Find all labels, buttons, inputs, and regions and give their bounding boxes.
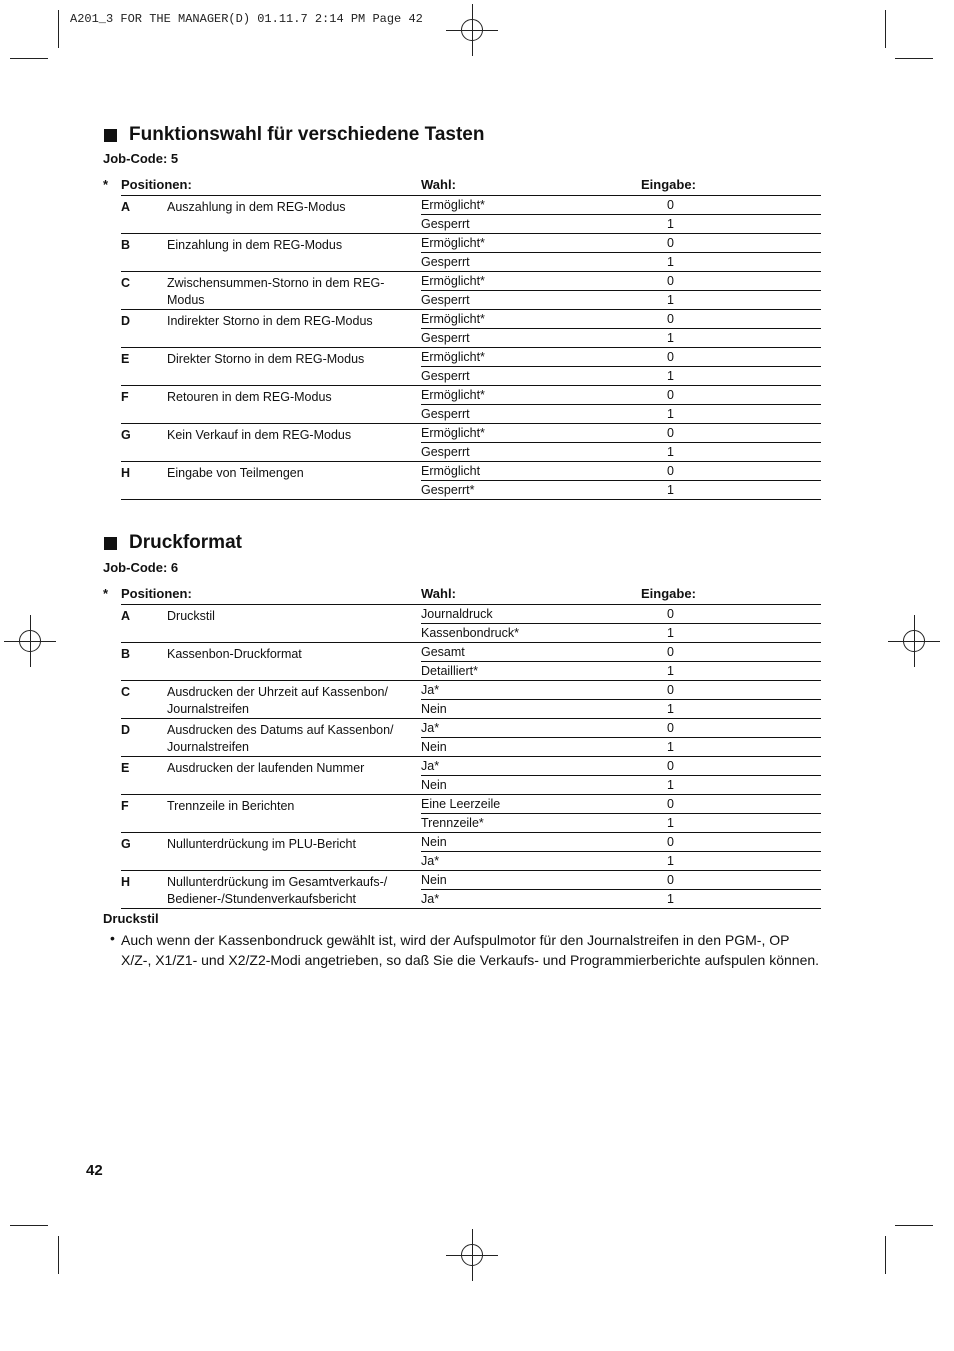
option-value: 0	[667, 835, 674, 849]
row-label: Einzahlung in dem REG-Modus	[167, 238, 343, 252]
option-text: Ja*	[421, 721, 440, 735]
table-row	[121, 757, 821, 795]
option-text: Ermöglicht*	[421, 236, 485, 250]
section-title-text: Funktionswahl für verschiedene Tasten	[129, 124, 485, 145]
option-row	[421, 215, 821, 233]
option-value: 0	[667, 426, 674, 440]
registration-mark-icon	[903, 630, 925, 652]
row-label: Ausdrucken des Datums auf Kassenbon/ Journalstreifen	[167, 723, 394, 754]
row-label: Indirekter Storno in dem REG-Modus	[167, 314, 373, 328]
registration-mark-icon	[19, 630, 41, 652]
option-row	[421, 348, 821, 367]
settings-table	[103, 177, 821, 500]
crop-mark	[885, 1236, 886, 1274]
option-row	[421, 234, 821, 253]
option-value: 0	[667, 350, 674, 364]
row-key: E	[121, 761, 130, 775]
option-value: 0	[667, 759, 674, 773]
option-value: 0	[667, 388, 674, 402]
row-label: Ausdrucken der laufenden Nummer	[167, 761, 365, 775]
option-row	[421, 424, 821, 443]
option-text: Ja*	[421, 683, 440, 697]
option-text: Ja*	[421, 854, 440, 868]
option-row	[421, 757, 821, 776]
option-text: Ja*	[421, 892, 440, 906]
option-value: 0	[667, 274, 674, 288]
option-row	[421, 443, 821, 461]
option-value: 1	[667, 217, 674, 231]
option-row	[421, 681, 821, 700]
option-value: 1	[667, 778, 674, 792]
table-header	[103, 177, 821, 196]
row-key: D	[121, 314, 131, 328]
row-key: H	[121, 466, 131, 480]
row-label: Direkter Storno in dem REG-Modus	[167, 352, 365, 366]
header-eingabe: Eingabe:	[641, 586, 696, 601]
option-value: 1	[667, 854, 674, 868]
option-row	[421, 814, 821, 832]
option-text: Gesperrt	[421, 369, 470, 383]
option-value: 1	[667, 445, 674, 459]
option-value: 1	[667, 369, 674, 383]
row-key: D	[121, 723, 131, 737]
row-key: A	[121, 609, 131, 623]
option-value: 0	[667, 645, 674, 659]
option-text: Nein	[421, 702, 447, 716]
section-title	[104, 124, 484, 146]
print-header: A201_3 FOR THE MANAGER(D) 01.11.7 2:14 PM Page 42	[70, 12, 423, 26]
option-value: 1	[667, 702, 674, 716]
option-row	[421, 386, 821, 405]
table-row	[121, 795, 821, 833]
option-row	[421, 662, 821, 680]
option-text: Ja*	[421, 759, 440, 773]
section-title	[104, 532, 242, 554]
table-header	[103, 586, 821, 605]
option-text: Gesperrt*	[421, 483, 475, 497]
row-label: Nullunterdrückung im Gesamtverkaufs-/ Bediener-/Stundenverkaufsbericht	[167, 875, 388, 906]
option-value: 0	[667, 312, 674, 326]
option-row	[421, 196, 821, 215]
option-text: Kassenbondruck*	[421, 626, 519, 640]
crop-mark	[885, 10, 886, 48]
table-row	[121, 643, 821, 681]
row-label: Retouren in dem REG-Modus	[167, 390, 332, 404]
row-label: Kassenbon-Druckformat	[167, 647, 302, 661]
row-key: G	[121, 837, 131, 851]
table-row	[121, 234, 821, 272]
table-row	[121, 833, 821, 871]
row-key: C	[121, 685, 131, 699]
header-star: *	[103, 177, 109, 192]
option-row	[421, 405, 821, 423]
option-row	[421, 833, 821, 852]
header-positions: Positionen:	[121, 177, 192, 192]
option-text: Ermöglicht*	[421, 198, 485, 212]
option-text: Gesperrt	[421, 331, 470, 345]
row-label: Ausdrucken der Uhrzeit auf Kassenbon/ Journalstreifen	[167, 685, 388, 716]
header-star: *	[103, 586, 109, 601]
option-text: Gesperrt	[421, 217, 470, 231]
row-label: Auszahlung in dem REG-Modus	[167, 200, 346, 214]
crop-mark	[10, 1225, 48, 1226]
option-value: 1	[667, 255, 674, 269]
option-row	[421, 624, 821, 642]
crop-mark	[58, 1236, 59, 1274]
table-row	[121, 681, 821, 719]
option-text: Ermöglicht*	[421, 388, 485, 402]
option-text: Ermöglicht*	[421, 312, 485, 326]
row-label: Nullunterdrückung im PLU-Bericht	[167, 837, 356, 851]
option-text: Gesamt	[421, 645, 465, 659]
option-row	[421, 871, 821, 890]
job-code: Job-Code: 6	[103, 560, 179, 575]
option-text: Nein	[421, 835, 447, 849]
option-row	[421, 643, 821, 662]
option-value: 1	[667, 816, 674, 830]
note-text: Auch wenn der Kassenbondruck gewählt ist, wird der Aufspulmotor für den Journalstreifen in den PGM-, OP X/Z-, X1/Z1- und X2/Z2-Modi angetrieben, so daß Sie die Verkaufs- und Programmierberichte aufspulen können.	[121, 932, 820, 968]
row-key: F	[121, 799, 129, 813]
option-text: Ermöglicht*	[421, 274, 485, 288]
option-value: 0	[667, 873, 674, 887]
table-row	[121, 196, 821, 234]
option-row	[421, 462, 821, 481]
row-key: G	[121, 428, 131, 442]
job-code: Job-Code: 5	[103, 151, 179, 166]
option-text: Gesperrt	[421, 293, 470, 307]
option-value: 0	[667, 607, 674, 621]
option-value: 1	[667, 293, 674, 307]
option-value: 1	[667, 664, 674, 678]
row-label: Druckstil	[167, 609, 215, 623]
table-row	[121, 605, 821, 643]
option-row	[421, 291, 821, 309]
table-row	[121, 386, 821, 424]
option-value: 0	[667, 236, 674, 250]
option-row	[421, 852, 821, 870]
option-row	[421, 738, 821, 756]
page-number: 42	[86, 1162, 103, 1179]
option-value: 0	[667, 464, 674, 478]
option-row	[421, 367, 821, 385]
option-row	[421, 700, 821, 718]
option-text: Nein	[421, 740, 447, 754]
row-key: B	[121, 238, 131, 252]
row-key: E	[121, 352, 130, 366]
option-text: Gesperrt	[421, 255, 470, 269]
row-key: B	[121, 647, 131, 661]
row-label: Eingabe von Teilmengen	[167, 466, 304, 480]
registration-mark-icon	[461, 19, 483, 41]
option-row	[421, 329, 821, 347]
option-text: Journaldruck	[421, 607, 493, 621]
option-row	[421, 310, 821, 329]
option-row	[421, 605, 821, 624]
note-title: Druckstil	[103, 911, 159, 926]
option-value: 1	[667, 892, 674, 906]
row-label: Zwischensummen-Storno in dem REG-Modus	[167, 276, 385, 307]
option-text: Nein	[421, 778, 447, 792]
option-row	[421, 795, 821, 814]
option-text: Nein	[421, 873, 447, 887]
option-text: Ermöglicht*	[421, 350, 485, 364]
option-text: Ermöglicht*	[421, 426, 485, 440]
table-row	[121, 719, 821, 757]
option-row	[421, 719, 821, 738]
section-title-text: Druckformat	[129, 532, 242, 553]
option-value: 1	[667, 740, 674, 754]
row-label: Trennzeile in Berichten	[167, 799, 295, 813]
square-bullet-icon	[104, 537, 117, 550]
option-text: Gesperrt	[421, 445, 470, 459]
row-key: C	[121, 276, 131, 290]
row-key: H	[121, 875, 131, 889]
crop-mark	[895, 58, 933, 59]
option-value: 0	[667, 683, 674, 697]
row-key: F	[121, 390, 129, 404]
option-value: 0	[667, 797, 674, 811]
header-wahl: Wahl:	[421, 177, 456, 192]
table-row	[121, 272, 821, 310]
header-positions: Positionen:	[121, 586, 192, 601]
header-wahl: Wahl:	[421, 586, 456, 601]
option-row	[421, 776, 821, 794]
crop-mark	[10, 58, 48, 59]
table-row	[121, 348, 821, 386]
option-text: Detailliert*	[421, 664, 478, 678]
option-text: Trennzeile*	[421, 816, 484, 830]
option-text: Eine Leerzeile	[421, 797, 501, 811]
option-value: 1	[667, 626, 674, 640]
table-row	[121, 871, 821, 909]
option-value: 0	[667, 198, 674, 212]
table-row	[121, 310, 821, 348]
row-label: Kein Verkauf in dem REG-Modus	[167, 428, 352, 442]
crop-mark	[58, 10, 59, 48]
option-row	[421, 253, 821, 271]
option-text: Ermöglicht	[421, 464, 481, 478]
option-row	[421, 890, 821, 908]
table-row	[121, 424, 821, 462]
crop-mark	[895, 1225, 933, 1226]
table-row	[121, 462, 821, 500]
header-eingabe: Eingabe:	[641, 177, 696, 192]
option-value: 1	[667, 331, 674, 345]
square-bullet-icon	[104, 129, 117, 142]
option-value: 1	[667, 483, 674, 497]
row-key: A	[121, 200, 131, 214]
bullet-icon: •	[110, 930, 115, 946]
option-row	[421, 481, 821, 499]
option-value: 1	[667, 407, 674, 421]
option-text: Gesperrt	[421, 407, 470, 421]
settings-table	[103, 586, 821, 909]
option-row	[421, 272, 821, 291]
option-value: 0	[667, 721, 674, 735]
registration-mark-icon	[461, 1244, 483, 1266]
